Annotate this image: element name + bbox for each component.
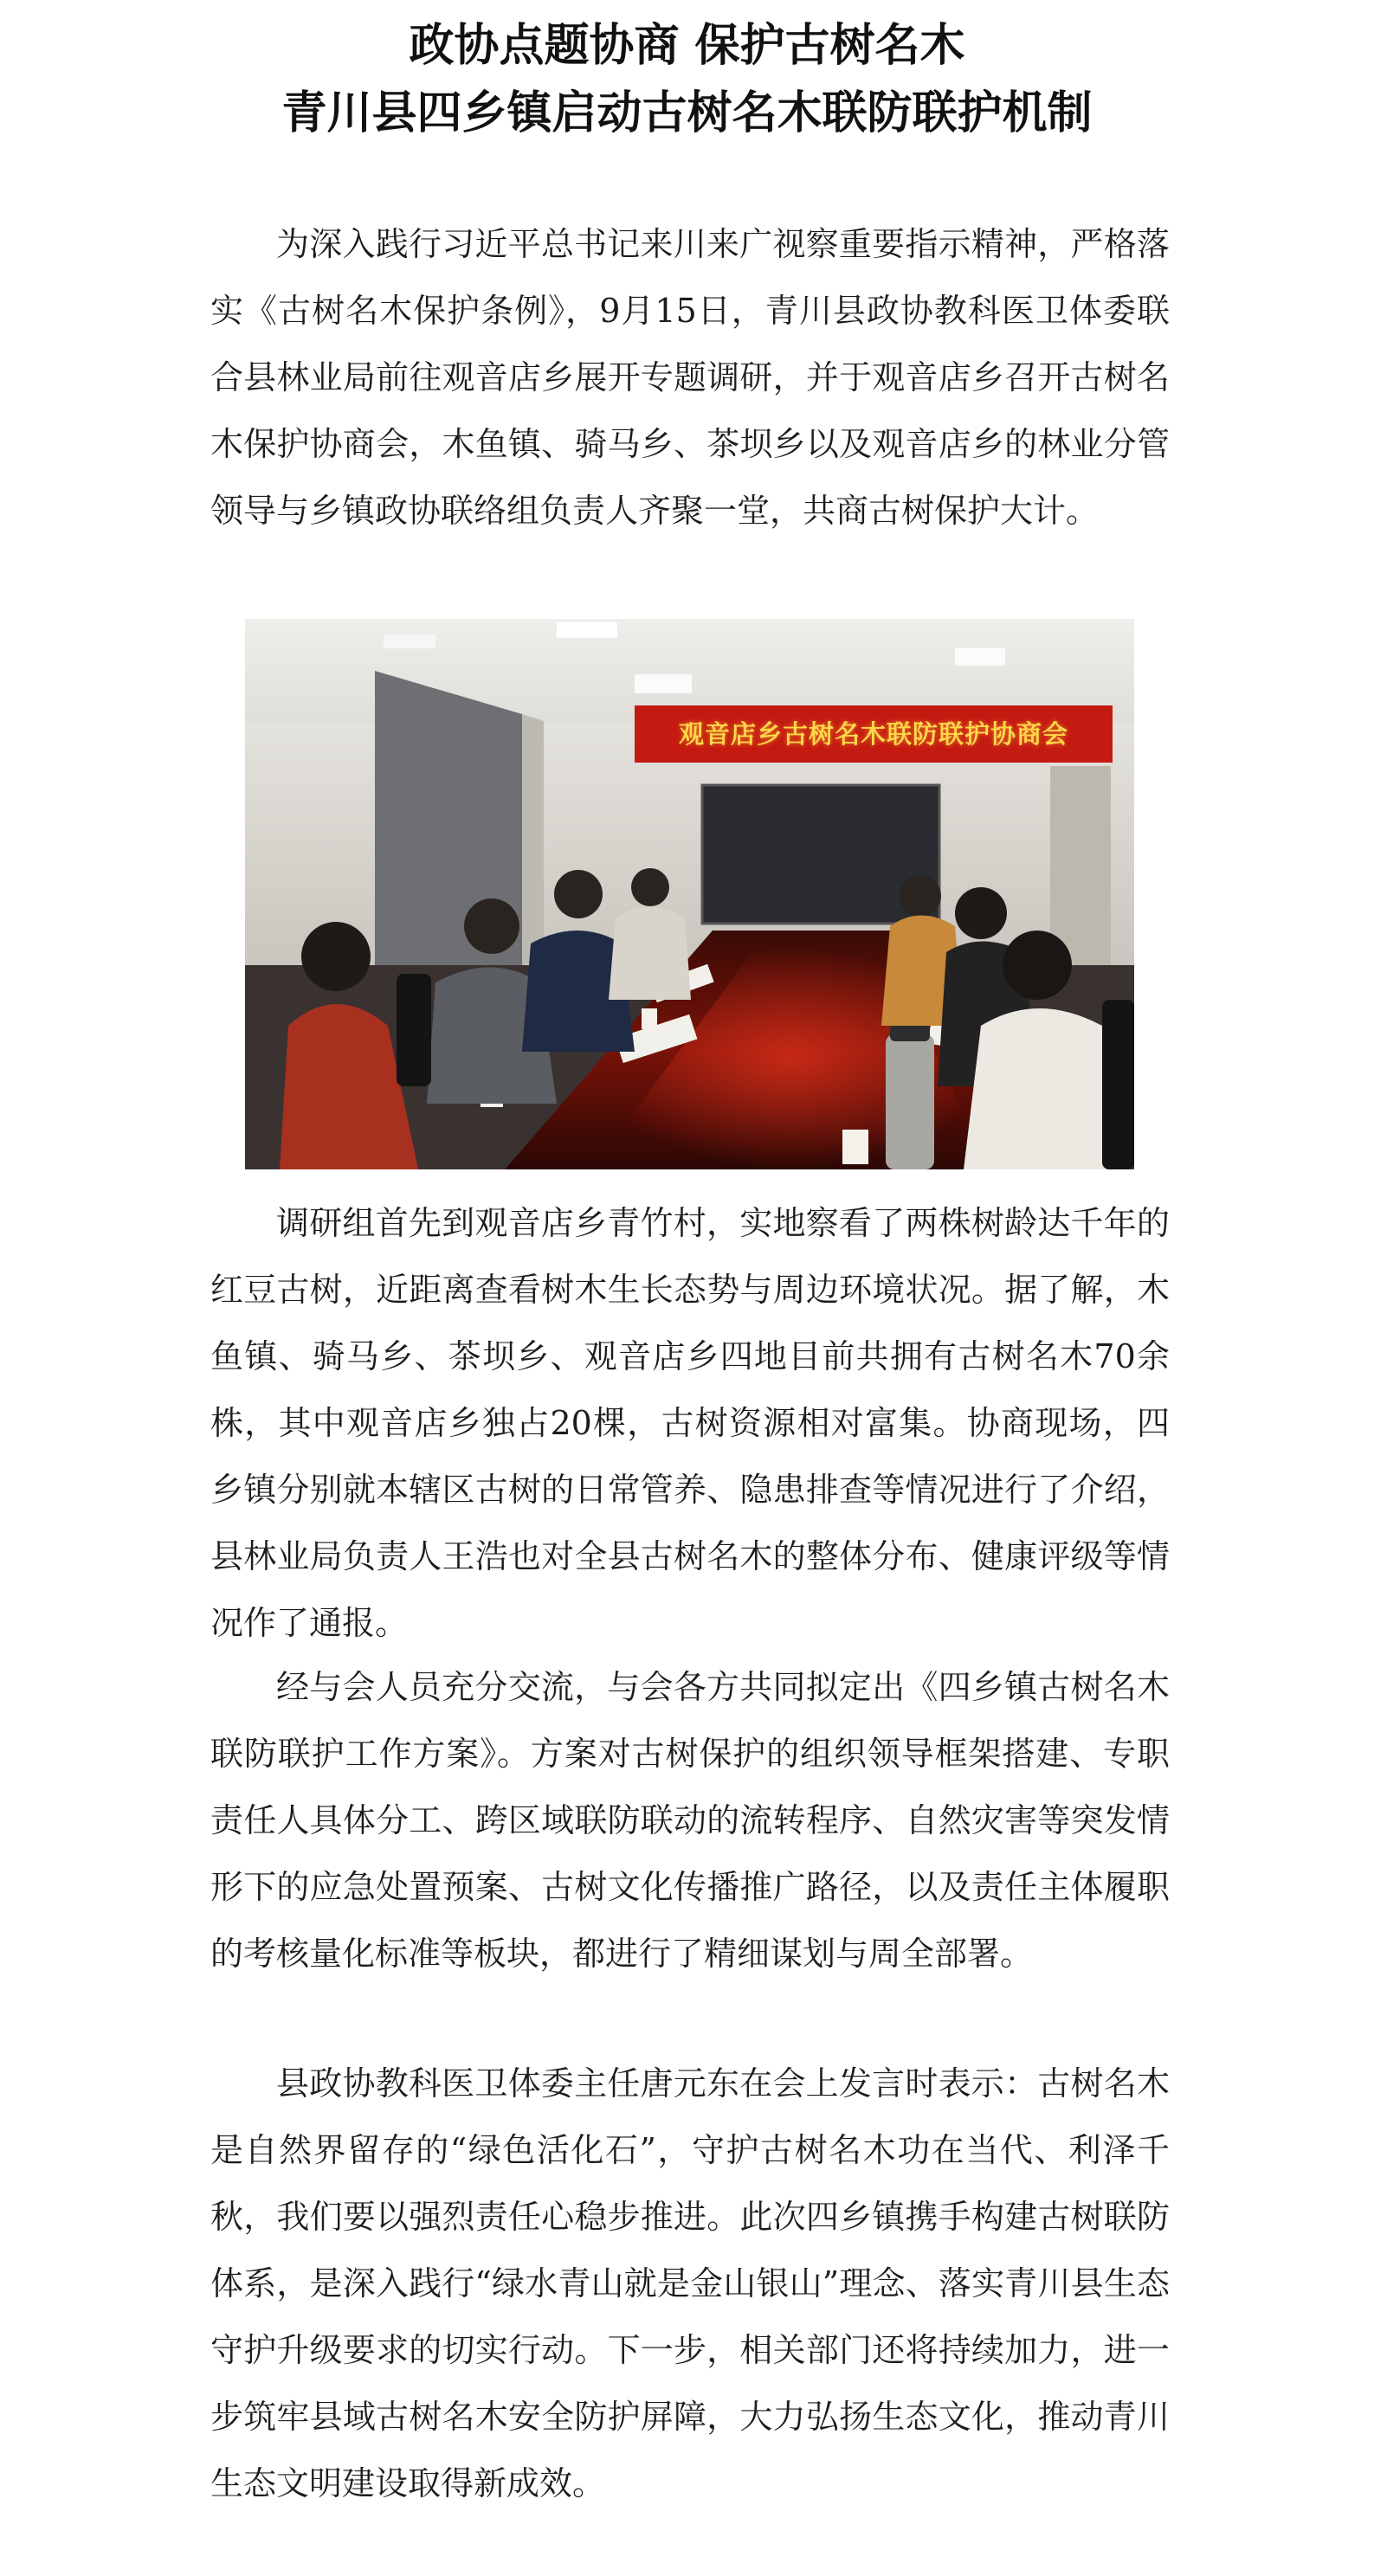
person-head-right-2 [955, 887, 1007, 939]
person-body-left-4 [609, 907, 691, 1001]
ceiling-light-2 [635, 674, 692, 693]
ceiling-light-3 [955, 648, 1005, 666]
chair-left [397, 974, 431, 1086]
article-paragraph-3 [210, 1654, 1170, 1987]
ceiling-light-4 [384, 634, 435, 648]
article-title-line-2: 青川县四乡镇启动古树名木联防联护机制 [281, 87, 1093, 139]
meeting-banner-text: 观音店乡古树名木联防联护协商会 [678, 719, 1068, 749]
person-head-right-1 [900, 875, 941, 917]
paper-cup-2 [842, 1130, 868, 1164]
thermos-cap [890, 1024, 930, 1041]
paragraph-text: 县政协教科医卫体委主任唐元东在会上发言时表示：古树名木是自然界留存的“绿色活化石”，守护古树名木功在当代、利泽千秋，我们要以强烈责任心稳步推进。此次四乡镇携手构建古树联防体系，是深入践行“绿水青山就是金山银山”理念、落实青川县生态守护升级要求的切实行动。下一步，相关部门还将持续加力，进一步筑牢县域古树名木安全防护屏障，大力弘扬生态文化，推动青川生态文明建设取得新成效。 [210, 2064, 1170, 2502]
article-title-line-1: 政协点题协商 保护古树名木 [409, 19, 965, 72]
meeting-photo-illustration [245, 619, 1134, 1169]
person-head-left-1 [301, 922, 371, 991]
paragraph-text: 调研组首先到观音店乡青竹村，实地察看了两株树龄达千年的红豆古树，近距离查看树木生长态势与周边环境状况。据了解，木鱼镇、骑马乡、茶坝乡、观音店乡四地目前共拥有古树名木70余株，其中观音店乡独占20棵，古树资源相对富集。协商现场，四乡镇分别就本辖区古树的日常管养、隐患排查等情况进行了介绍，县林业局负责人王浩也对全县古树名木的整体分布、健康评级等情况作了通报。 [210, 1204, 1170, 1642]
person-head-left-3 [554, 870, 603, 918]
person-head-left-4 [631, 868, 669, 906]
person-head-left-2 [464, 898, 519, 954]
chair-right [1102, 1000, 1134, 1169]
article-title [0, 12, 1374, 147]
article-paragraph-4 [210, 2051, 1170, 2517]
article-paragraph-1 [210, 211, 1170, 544]
paragraph-text: 经与会人员充分交流，与会各方共同拟定出《四乡镇古树名木联防联护工作方案》。方案对古树保护的组织领导框架搭建、专职责任人具体分工、跨区域联防联动的流转程序、自然灾害等突发情形下的应急处置预案、古树文化传播推广路径，以及责任主体履职的考核量化标准等板块，都进行了精细谋划与周全部署。 [210, 1668, 1170, 1973]
ceiling-light-1 [557, 622, 617, 638]
article-paragraph-2 [210, 1190, 1170, 1657]
paper-cup-3 [642, 1008, 657, 1029]
paragraph-text: 为深入践行习近平总书记来川来广视察重要指示精神，严格落实《古树名木保护条例》，9月15日，青川县政协教科医卫体委联合县林业局前往观音店乡展开专题调研，并于观音店乡召开古树名木保护协商会，木鱼镇、骑马乡、茶坝乡以及观音店乡的林业分管领导与乡镇政协联络组负责人齐聚一堂，共商古树保护大计。 [210, 225, 1170, 530]
thermos-body [886, 1034, 934, 1169]
person-body-right-3 [964, 1008, 1124, 1169]
window-frame [522, 714, 544, 965]
meeting-photo [245, 619, 1134, 1169]
person-head-right-3 [1003, 931, 1072, 1000]
